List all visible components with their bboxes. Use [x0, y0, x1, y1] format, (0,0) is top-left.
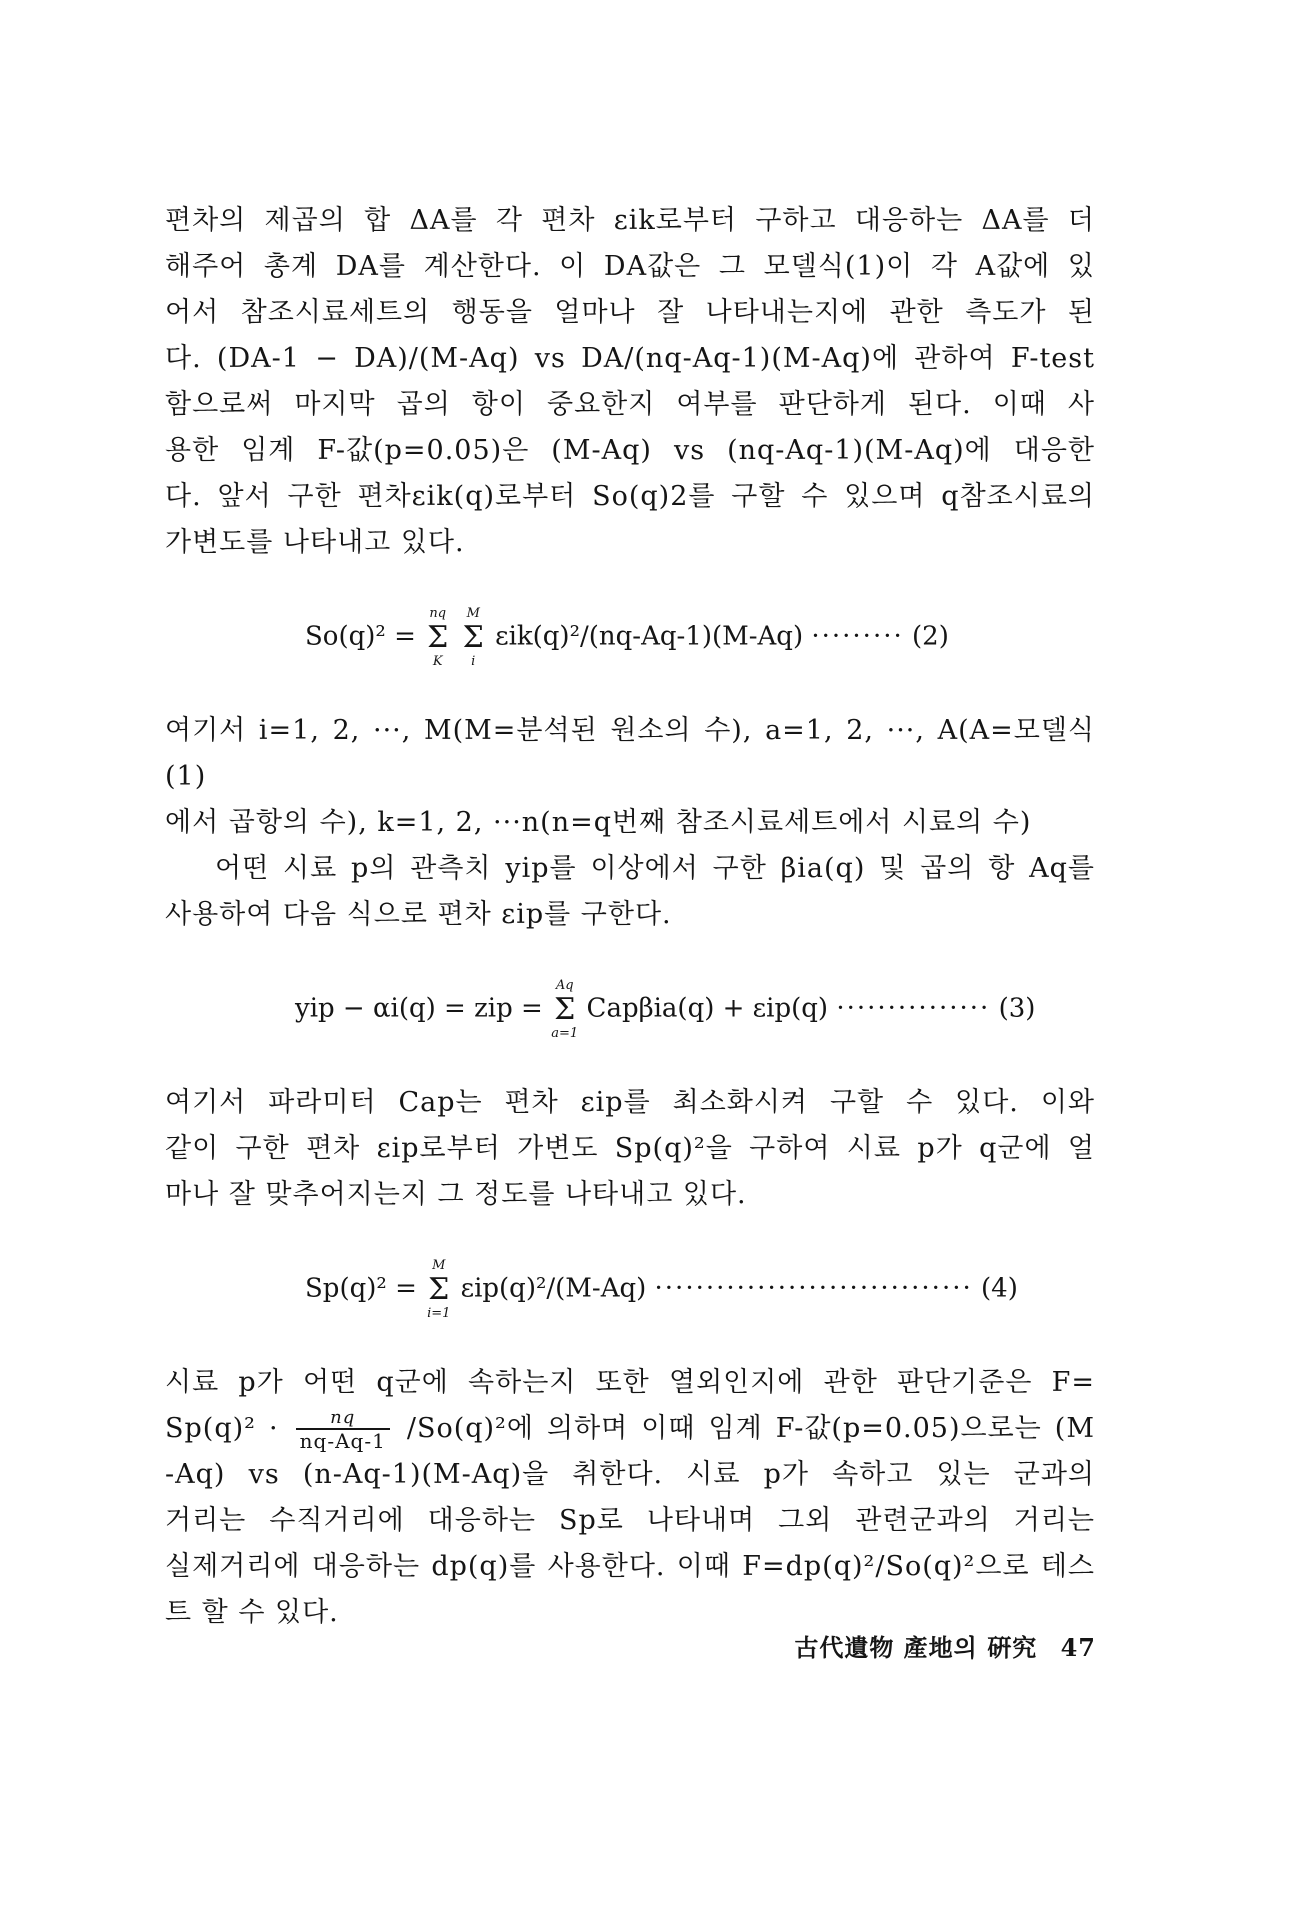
running-title: 古代遺物 產地의 硏究: [794, 1633, 1038, 1662]
sum-lower-limit: i: [471, 653, 476, 669]
text-line: 여기서 파라미터 Cap는 편차 εip를 최소화시켜 구할 수 있다. 이와: [165, 1087, 1095, 1118]
sum-upper-limit: M: [432, 1257, 446, 1273]
equation-lhs: Sp(q)² =: [305, 1273, 417, 1303]
text-line: 다. (DA-1 − DA)/(M-Aq) vs DA/(nq-Aq-1)(M-Aq)에 관하여 F-test: [165, 343, 1095, 374]
page-number: 47: [1060, 1633, 1096, 1662]
sum-upper-limit: Aq: [555, 977, 574, 993]
equation-lhs: yip − αi(q) = zip =: [295, 993, 543, 1023]
text-line: 어서 참조시료세트의 행동을 얼마나 잘 나타내는지에 관한 측도가 된: [165, 297, 1095, 328]
text-line: 여기서 i=1, 2, ···, M(M=분석된 원소의 수), a=1, 2, ···, A(A=모델식(1): [165, 715, 1095, 792]
equation-lhs: So(q)² =: [305, 621, 416, 651]
paragraph-2: [165, 708, 1095, 846]
paragraph-5: [165, 1360, 1095, 1636]
equation-number: (4): [981, 1273, 1018, 1303]
equation-body: εip(q)²/(M-Aq): [460, 1273, 647, 1303]
text-line: 시료 p가 어떤 q군에 속하는지 또한 열외인지에 관한 판단기준은 F=: [165, 1367, 1095, 1398]
summation-symbol: Σ nq K: [427, 605, 449, 669]
text-line: 해주어 총계 DA를 계산한다. 이 DA값은 그 모델식(1)이 각 A값에 있: [165, 251, 1095, 282]
text-line: 가변도를 나타내고 있다.: [165, 527, 465, 558]
sum-lower-limit: i=1: [427, 1305, 451, 1321]
text-line: 어떤 시료 p의 관측치 yip를 이상에서 구한 βia(q) 및 곱의 항 Aq를: [215, 853, 1095, 884]
text-line: 트 할 수 있다.: [165, 1597, 339, 1628]
equation-body: Capβia(q) + εip(q): [586, 993, 829, 1023]
text-line: 에서 곱항의 수), k=1, 2, ···n(n=q번째 참조시료세트에서 시료의 수): [165, 807, 1032, 838]
summation-symbol: Σ M i: [462, 605, 484, 669]
sum-lower-limit: a=1: [551, 1025, 579, 1041]
fraction-denominator: nq-Aq-1: [296, 1428, 390, 1452]
page-footer: [794, 1628, 1096, 1663]
text-line: 편차의 제곱의 합 ΔA를 각 편차 εik로부터 구하고 대응하는 ΔA를 더: [165, 205, 1095, 236]
text-line: 실제거리에 대응하는 dp(q)를 사용한다. 이때 F=dp(q)²/So(q)²으로 테스: [165, 1551, 1095, 1582]
text-line: 함으로써 마지막 곱의 항이 중요한지 여부를 판단하게 된다. 이때 사: [165, 389, 1095, 420]
text-line: 용한 임계 F-값(p=0.05)은 (M-Aq) vs (nq-Aq-1)(M-Aq)에 대응한: [165, 435, 1095, 466]
equation-number: (3): [998, 993, 1036, 1023]
equation-4: [165, 1254, 1095, 1324]
equation-2: [165, 602, 1095, 672]
text-line: 다. 앞서 구한 편차εik(q)로부터 So(q)2를 구할 수 있으며 q참조시료의: [165, 481, 1095, 512]
text-line: -Aq) vs (n-Aq-1)(M-Aq)을 취한다. 시료 p가 속하고 있는 군과의: [165, 1459, 1095, 1490]
page-content: [165, 198, 1095, 1636]
summation-symbol: Σ M i=1: [427, 1257, 451, 1321]
text-line: 마나 잘 맞추어지는지 그 정도를 나타내고 있다.: [165, 1179, 747, 1210]
equation-3: [165, 974, 1095, 1044]
leader-dots: ·········: [811, 621, 904, 651]
equation-body: εik(q)²/(nq-Aq-1)(M-Aq): [495, 621, 804, 651]
text-line: 같이 구한 편차 εip로부터 가변도 Sp(q)²을 구하여 시료 p가 q군에 얼: [165, 1133, 1095, 1164]
sum-upper-limit: nq: [429, 605, 447, 621]
leader-dots: ·······························: [654, 1273, 973, 1303]
fraction-numerator: nq: [330, 1406, 356, 1428]
fraction: [296, 1408, 390, 1452]
leader-dots: ···············: [836, 993, 991, 1023]
text-line: 사용하여 다음 식으로 편차 εip를 구한다.: [165, 899, 672, 930]
fraction-suffix: /So(q)²에 의하며 이때 임계 F-값(p=0.05)으로는 (M: [406, 1413, 1095, 1444]
paragraph-3: [165, 846, 1095, 938]
sum-upper-limit: M: [466, 605, 480, 621]
summation-symbol: Σ Aq a=1: [551, 977, 579, 1041]
fraction-prefix: Sp(q)² ·: [165, 1413, 279, 1444]
sum-lower-limit: K: [432, 653, 443, 669]
text-line: 거리는 수직거리에 대응하는 Sp로 나타내며 그외 관련군과의 거리는: [165, 1505, 1095, 1536]
paragraph-1: [165, 198, 1095, 566]
equation-number: (2): [912, 621, 949, 651]
text-line-with-fraction: [165, 1406, 1095, 1452]
paragraph-4: [165, 1080, 1095, 1218]
